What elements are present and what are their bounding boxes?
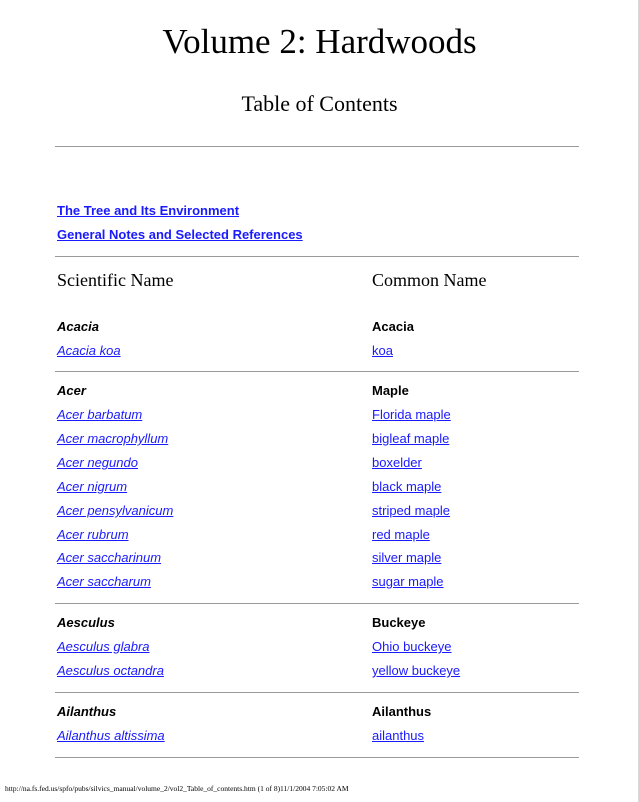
genus-common: Ailanthus: [372, 704, 432, 719]
divider: [55, 256, 579, 257]
page-title: Volume 2: Hardwoods: [162, 22, 477, 61]
species-scientific-link[interactable]: Acer pensylvanicum: [57, 503, 174, 518]
species-common-link[interactable]: yellow buckeye: [372, 663, 461, 678]
species-common-link[interactable]: silver maple: [372, 550, 442, 565]
species-common-link[interactable]: striped maple: [372, 503, 451, 518]
print-footer: http://na.fs.fed.us/spfo/pubs/silvics_manual/volume_2/vol2_Table_of_contents.htm (1 of 8)11/1/2004 7:05:02 AM: [5, 784, 349, 793]
species-common-link[interactable]: red maple: [372, 527, 430, 542]
genus-common: Buckeye: [372, 615, 426, 630]
species-common-link[interactable]: bigleaf maple: [372, 431, 450, 446]
column-header-scientific: Scientific Name: [57, 270, 174, 290]
species-scientific-link[interactable]: Acer nigrum: [57, 479, 128, 494]
species-common-link[interactable]: ailanthus: [372, 728, 425, 743]
genus-scientific: Acer: [57, 383, 86, 398]
divider: [55, 757, 579, 758]
genus-scientific: Acacia: [57, 319, 99, 334]
species-scientific-link[interactable]: Aesculus octandra: [57, 663, 164, 678]
species-scientific-link[interactable]: Acer negundo: [57, 455, 138, 470]
divider: [55, 692, 579, 693]
species-scientific-link[interactable]: Acacia koa: [57, 343, 121, 358]
link-general-notes[interactable]: General Notes and Selected References: [57, 227, 303, 242]
species-scientific-link[interactable]: Acer saccharinum: [57, 550, 162, 565]
species-scientific-link[interactable]: Acer macrophyllum: [57, 431, 169, 446]
species-common-link[interactable]: sugar maple: [372, 574, 444, 589]
divider: [55, 603, 579, 604]
genus-scientific: Aesculus: [57, 615, 115, 630]
species-common-link[interactable]: Ohio buckeye: [372, 639, 452, 654]
species-scientific-link[interactable]: Acer rubrum: [57, 527, 129, 542]
species-scientific-link[interactable]: Ailanthus altissima: [57, 728, 165, 743]
species-scientific-link[interactable]: Acer saccharum: [57, 574, 151, 589]
species-scientific-link[interactable]: Acer barbatum: [57, 407, 143, 422]
divider: [55, 371, 579, 372]
species-common-link[interactable]: Florida maple: [372, 407, 451, 422]
species-common-link[interactable]: boxelder: [372, 455, 422, 470]
genus-common: Acacia: [372, 319, 414, 334]
link-tree-environment[interactable]: The Tree and Its Environment: [57, 203, 240, 218]
genus-common: Maple: [372, 383, 409, 398]
divider: [55, 146, 579, 147]
species-common-link[interactable]: koa: [372, 343, 393, 358]
page-subtitle: Table of Contents: [241, 91, 398, 116]
species-common-link[interactable]: black maple: [372, 479, 442, 494]
species-scientific-link[interactable]: Aesculus glabra: [57, 639, 150, 654]
column-header-common: Common Name: [372, 270, 487, 290]
genus-scientific: Ailanthus: [57, 704, 117, 719]
